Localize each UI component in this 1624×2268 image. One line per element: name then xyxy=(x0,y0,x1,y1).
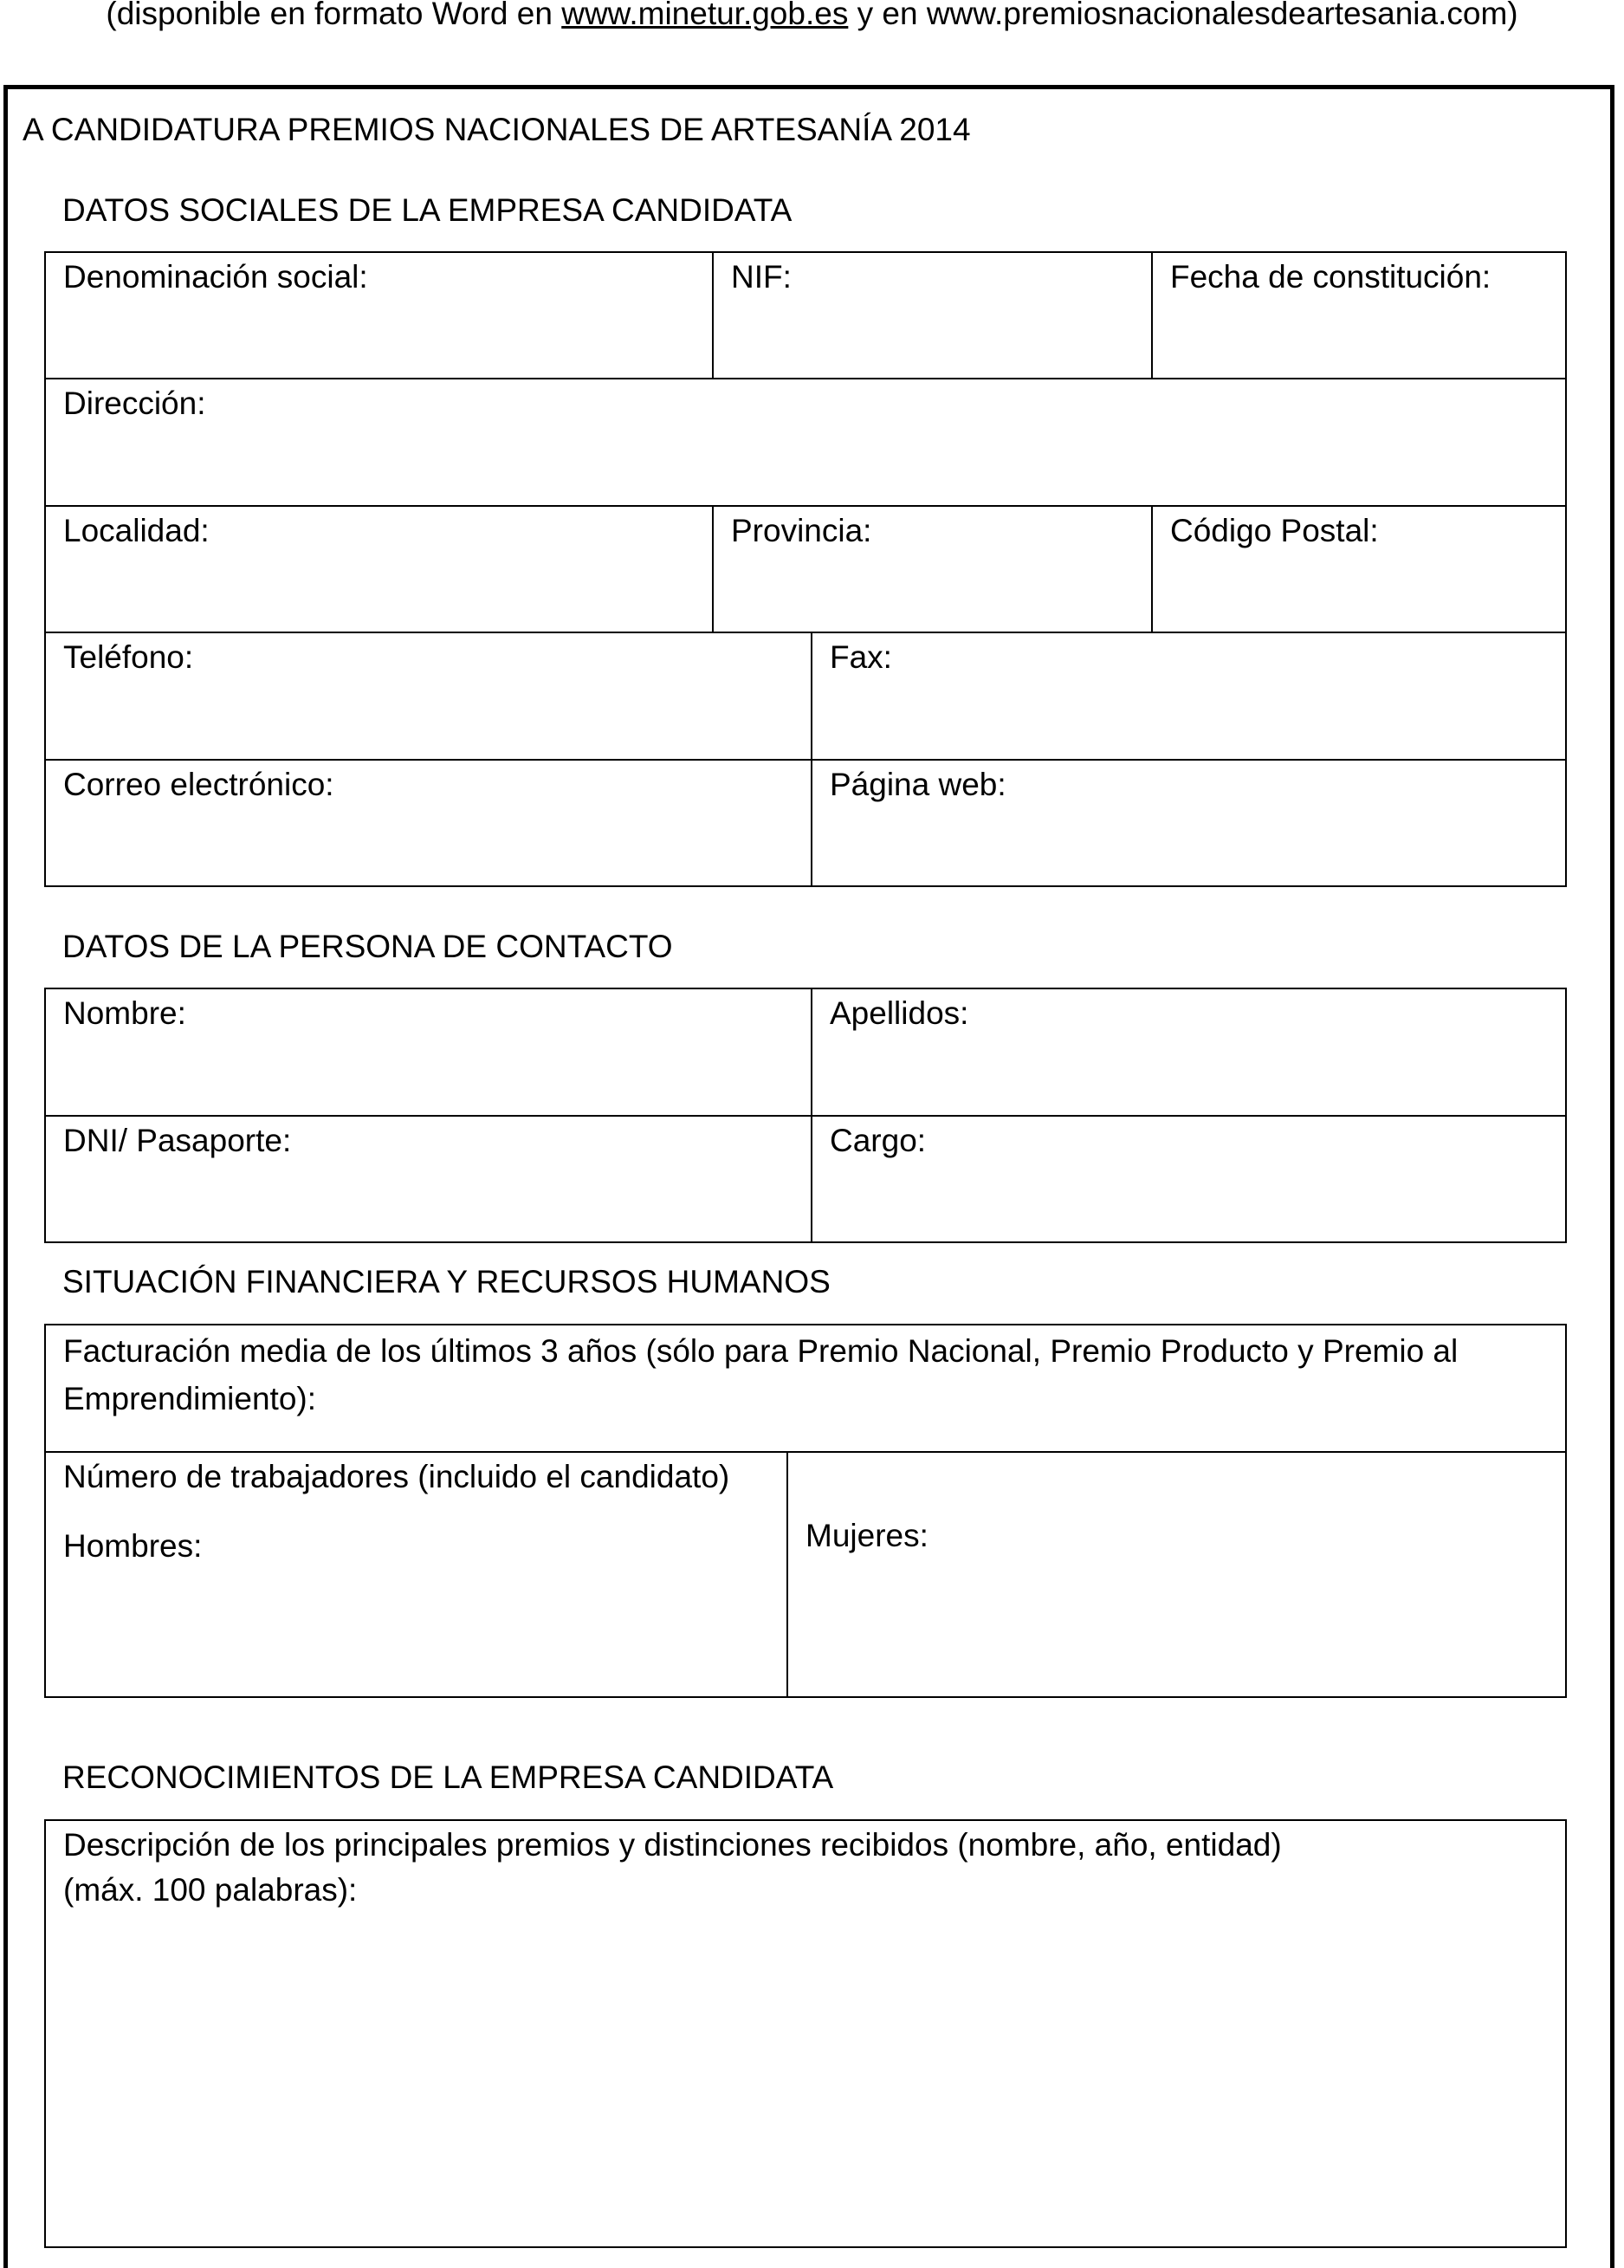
dni-pasaporte-field[interactable] xyxy=(44,1115,812,1243)
mujeres-label: Mujeres: xyxy=(806,1518,928,1553)
direccion-field[interactable] xyxy=(44,378,1567,507)
correo-electronico-label: Correo electrónico: xyxy=(63,767,334,802)
nombre-label: Nombre: xyxy=(63,995,186,1031)
cargo-label: Cargo: xyxy=(830,1123,927,1158)
telefono-field[interactable] xyxy=(44,632,812,761)
denominacion-social-label: Denominación social: xyxy=(63,259,368,295)
reconocimientos-descripcion-label-2: (máx. 100 palabras): xyxy=(63,1872,358,1908)
codigo-postal-label: Código Postal: xyxy=(1170,513,1379,548)
direccion-label: Dirección: xyxy=(63,386,206,421)
trabajadores-mujeres-field[interactable] xyxy=(786,1451,1567,1698)
provincia-label: Provincia: xyxy=(731,513,872,548)
minetur-link[interactable]: www.minetur.gob.es xyxy=(561,0,849,31)
correo-electronico-field[interactable] xyxy=(44,759,812,887)
fecha-constitucion-label: Fecha de constitución: xyxy=(1170,259,1491,295)
section-title-reconocimientos: RECONOCIMIENTOS DE LA EMPRESA CANDIDATA xyxy=(62,1759,834,1795)
facturacion-media-label: Facturación media de los últimos 3 años (sólo para Premio Nacional, Premio Producto y Premio al Emprendimiento): xyxy=(63,1333,1459,1416)
availability-note-prefix: (disponible en formato Word en xyxy=(106,0,562,31)
cargo-field[interactable] xyxy=(811,1115,1567,1243)
hombres-label: Hombres: xyxy=(63,1528,203,1564)
nif-field[interactable] xyxy=(712,251,1153,379)
nif-label: NIF: xyxy=(731,259,792,295)
section-title-contacto: DATOS DE LA PERSONA DE CONTACTO xyxy=(62,929,673,964)
section-title-financiera: SITUACIÓN FINANCIERA Y RECURSOS HUMANOS xyxy=(62,1264,831,1299)
localidad-label: Localidad: xyxy=(63,513,210,548)
apellidos-label: Apellidos: xyxy=(830,995,969,1031)
nombre-field[interactable] xyxy=(44,988,812,1117)
pagina-web-field[interactable] xyxy=(811,759,1567,887)
denominacion-social-field[interactable] xyxy=(44,251,714,379)
facturacion-media-field[interactable] xyxy=(44,1324,1567,1453)
fax-label: Fax: xyxy=(830,639,892,675)
form-title: A CANDIDATURA PREMIOS NACIONALES DE ARTESANÍA 2014 xyxy=(23,112,971,147)
provincia-field[interactable] xyxy=(712,505,1153,633)
numero-trabajadores-label: Número de trabajadores (incluido el candidato) xyxy=(63,1459,730,1494)
reconocimientos-descripcion-label-1: Descripción de los principales premios y distinciones recibidos (nombre, año, entidad) xyxy=(63,1827,1282,1863)
reconocimientos-descripcion-field[interactable] xyxy=(44,1819,1567,2248)
codigo-postal-field[interactable] xyxy=(1151,505,1567,633)
availability-note xyxy=(0,0,1624,33)
section-title-datos-sociales: DATOS SOCIALES DE LA EMPRESA CANDIDATA xyxy=(62,192,793,228)
apellidos-field[interactable] xyxy=(811,988,1567,1117)
trabajadores-hombres-field[interactable] xyxy=(44,1451,788,1698)
availability-note-suffix: y en www.premiosnacionalesdeartesania.com) xyxy=(848,0,1518,31)
dni-pasaporte-label: DNI/ Pasaporte: xyxy=(63,1123,292,1158)
fecha-constitucion-field[interactable] xyxy=(1151,251,1567,379)
pagina-web-label: Página web: xyxy=(830,767,1006,802)
localidad-field[interactable] xyxy=(44,505,714,633)
fax-field[interactable] xyxy=(811,632,1567,761)
telefono-label: Teléfono: xyxy=(63,639,194,675)
